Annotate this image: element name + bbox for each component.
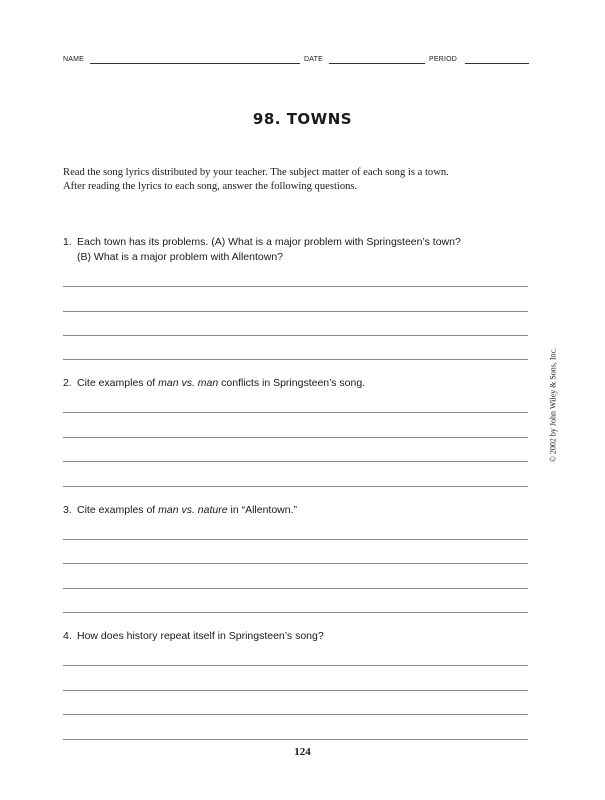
question-text-pre: Cite examples of bbox=[77, 504, 159, 516]
name-label: NAME bbox=[63, 56, 85, 63]
answer-line[interactable] bbox=[63, 286, 528, 287]
worksheet-title: 98. TOWNS bbox=[252, 110, 353, 128]
answer-line[interactable] bbox=[63, 486, 528, 487]
instructions-line-1: Read the song lyrics distributed by your teacher. The subject matter of each song is a town. bbox=[63, 167, 449, 178]
question-number: 1. bbox=[63, 236, 72, 248]
name-blank[interactable] bbox=[90, 63, 300, 64]
date-blank[interactable] bbox=[329, 63, 425, 64]
question-text-emphasis: man vs. man bbox=[158, 377, 219, 389]
answer-line[interactable] bbox=[63, 665, 528, 666]
page-number: 124 bbox=[294, 746, 311, 758]
question-3 bbox=[63, 503, 533, 518]
question-text: How does history repeat itself in Springsteen’s song? bbox=[77, 630, 324, 642]
answer-line[interactable] bbox=[63, 612, 528, 613]
answer-line[interactable] bbox=[63, 539, 528, 540]
answer-line[interactable] bbox=[63, 359, 528, 360]
answer-line[interactable] bbox=[63, 690, 528, 691]
answer-line[interactable] bbox=[63, 563, 528, 564]
question-text-post: in “Allentown.” bbox=[227, 504, 298, 516]
answer-line[interactable] bbox=[63, 588, 528, 589]
question-1 bbox=[63, 235, 533, 264]
answer-line[interactable] bbox=[63, 739, 528, 740]
answer-line[interactable] bbox=[63, 437, 528, 438]
instructions-line-2: After reading the lyrics to each song, answer the following questions. bbox=[63, 180, 358, 192]
question-text-post: conflicts in Springsteen’s song. bbox=[218, 377, 366, 389]
date-label: DATE bbox=[304, 56, 323, 63]
question-number: 3. bbox=[63, 504, 72, 516]
answer-line[interactable] bbox=[63, 335, 528, 336]
question-number: 2. bbox=[63, 377, 72, 389]
answer-line[interactable] bbox=[63, 311, 528, 312]
question-text-pre: Cite examples of bbox=[77, 377, 159, 389]
question-text-continued: (B) What is a major problem with Allentown? bbox=[77, 250, 283, 263]
answer-line[interactable] bbox=[63, 461, 528, 462]
instructions bbox=[63, 166, 533, 193]
question-text: Each town has its problems. (A) What is a major problem with Springsteen’s town? bbox=[77, 236, 461, 248]
period-blank[interactable] bbox=[465, 63, 529, 64]
period-label: PERIOD bbox=[429, 56, 458, 63]
question-2 bbox=[63, 376, 533, 391]
question-4 bbox=[63, 629, 533, 644]
copyright-text: © 2002 by John Wiley & Sons, Inc. bbox=[548, 347, 558, 463]
question-text-emphasis: man vs. nature bbox=[158, 504, 228, 516]
answer-line[interactable] bbox=[63, 714, 528, 715]
student-info-header bbox=[63, 53, 529, 65]
question-number: 4. bbox=[63, 630, 72, 642]
answer-line[interactable] bbox=[63, 412, 528, 413]
